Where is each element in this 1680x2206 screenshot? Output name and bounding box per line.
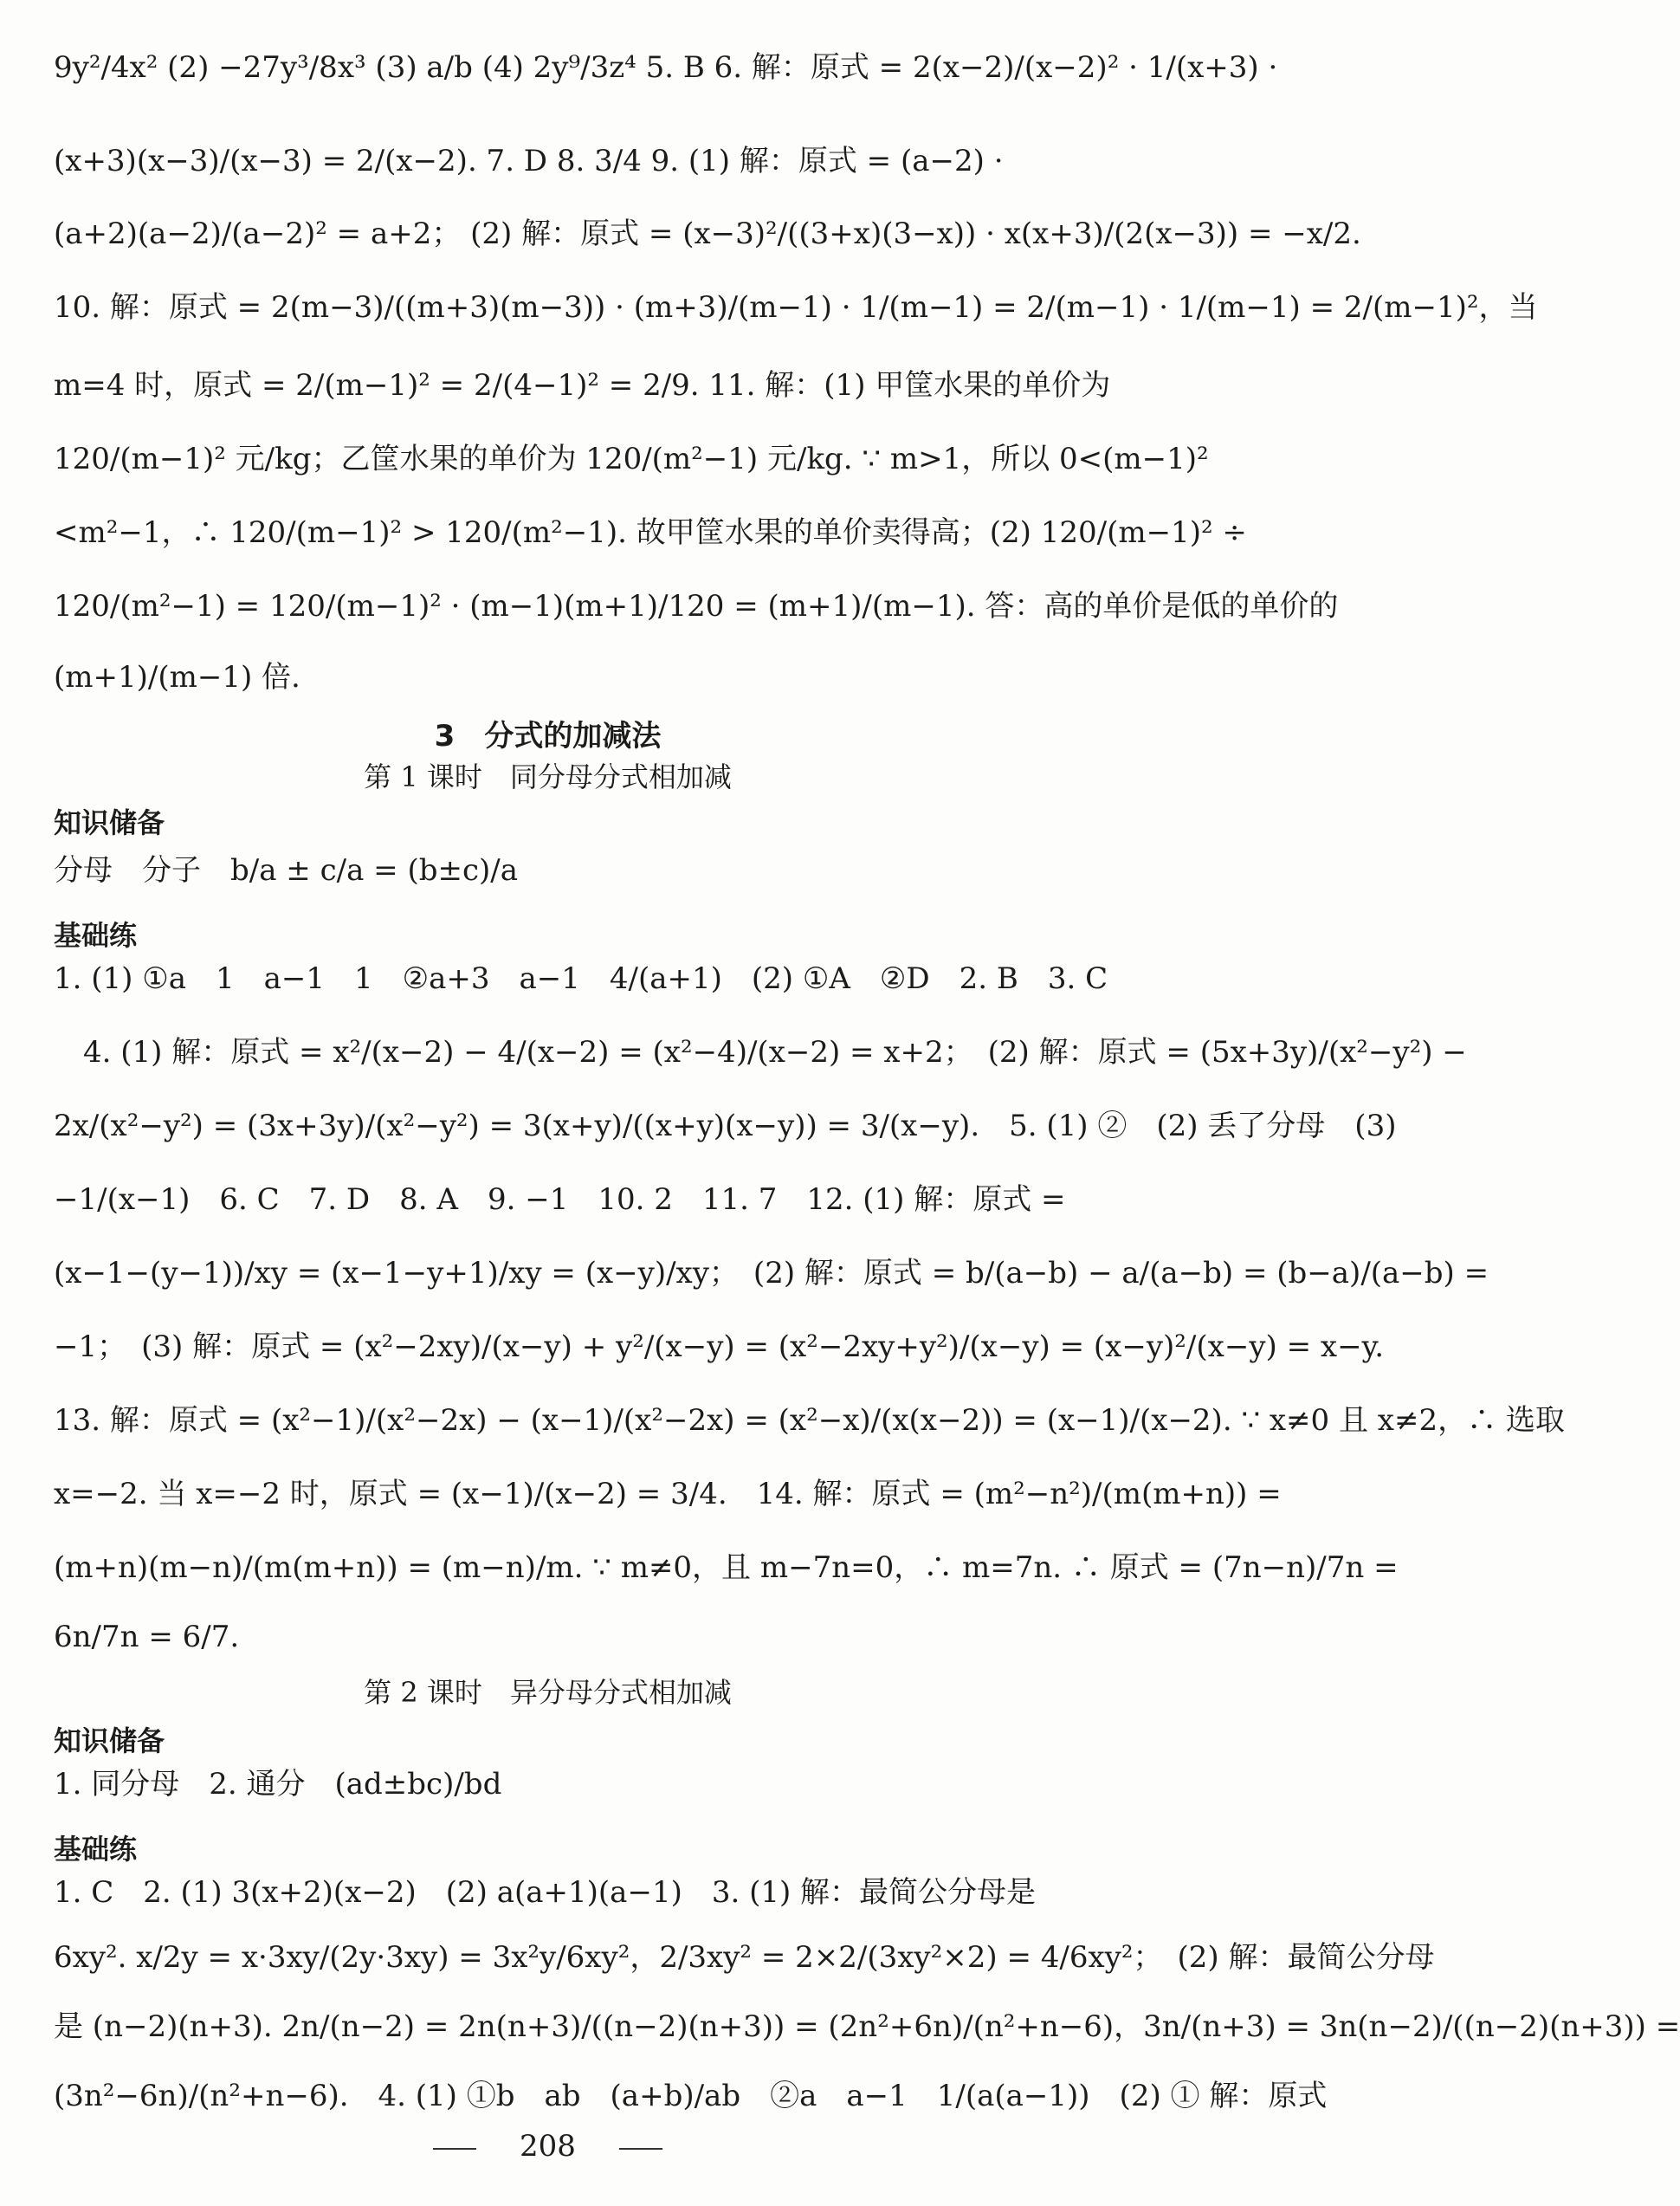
text-line: 120/(m−1)² 元/kg；乙筐水果的单价为 120/(m²−1) 元/kg. ∵ m>1，所以 0<(m−1)² [54,442,1209,476]
text-line: 是 (n−2)(n+3). 2n/(n−2) = 2n(n+3)/((n−2)(n+3)) = (2n²+6n)/(n²+n−6)，3n/(n+3) = 3n(n−2)/((n−2)(n+3)) = [54,2009,1680,2044]
lesson-title: 第 2 课时 异分母分式相加减 [364,1676,732,1709]
page-number: 208 [520,2129,576,2164]
text-line: 120/(m²−1) = 120/(m−1)² · (m−1)(m+1)/120 = (m+1)/(m−1). 答：高的单价是低的单价的 [54,589,1339,624]
text-line: (3n²−6n)/(n²+n−6). 4. (1) ①b ab (a+b)/ab ②a a−1 1/(a(a−1)) (2) ① 解：原式 [54,2079,1328,2113]
text-line: (m+1)/(m−1) 倍. [54,660,300,695]
text-line: (x+3)(x−3)/(x−3) = 2/(x−2). 7. D 8. 3/4 9. (1) 解：原式 = (a−2) · [54,144,1004,178]
text-line: −1/(x−1) 6. C 7. D 8. A 9. −1 10. 2 11. 7 12. (1) 解：原式 = [54,1182,1066,1217]
text-line: (m+n)(m−n)/(m(m+n)) = (m−n)/m. ∵ m≠0，且 m−7n=0，∴ m=7n. ∴ 原式 = (7n−n)/7n = [54,1550,1399,1585]
basic-heading: 基础练 [54,919,138,952]
text-line: m=4 时，原式 = 2/(m−1)² = 2/(4−1)² = 2/9. 11. 解：(1) 甲筐水果的单价为 [54,368,1111,403]
text-line: −1； (3) 解：原式 = (x²−2xy)/(x−y) + y²/(x−y) = (x²−2xy+y²)/(x−y) = (x−y)²/(x−y) = x−y. [54,1329,1385,1364]
text-line: 2x/(x²−y²) = (3x+3y)/(x²−y²) = 3(x+y)/((x+y)(x−y)) = 3/(x−y). 5. (1) ② (2) 丢了分母 (3) [54,1109,1397,1143]
section-title: 3 分式的加减法 [434,719,662,754]
knowledge-text: 1. 同分母 2. 通分 (ad±bc)/bd [54,1767,502,1802]
knowledge-text: 分母 分子 b/a ± c/a = (b±c)/a [54,853,519,888]
text-line: 10. 解：原式 = 2(m−3)/((m+3)(m−3)) · (m+3)/(m−1) · 1/(m−1) = 2/(m−1) · 1/(m−1) = 2/(m−1)²，当 [54,290,1538,325]
lesson-title: 第 1 课时 同分母分式相加减 [364,760,732,793]
text-line: 13. 解：原式 = (x²−1)/(x²−2x) − (x−1)/(x²−2x) = (x²−x)/(x(x−2)) = (x−1)/(x−2). ∵ x≠0 且 x≠2，∴ 选取 [54,1403,1565,1438]
text-line: 4. (1) 解：原式 = x²/(x−2) − 4/(x−2) = (x²−4)/(x−2) = x+2； (2) 解：原式 = (5x+3y)/(x²−y²) − [83,1035,1467,1070]
knowledge-heading: 知识储备 [54,1724,165,1757]
text-line: 9y²/4x² (2) −27y³/8x³ (3) a/b (4) 2y⁹/3z⁴ 5. B 6. 解：原式 = 2(x−2)/(x−2)² · 1/(x+3) · [54,50,1278,85]
text-line: 1. C 2. (1) 3(x+2)(x−2) (2) a(a+1)(a−1) 3. (1) 解：最简公分母是 [54,1875,1037,1910]
basic-heading: 基础练 [54,1833,138,1866]
text-line: <m²−1，∴ 120/(m−1)² > 120/(m²−1). 故甲筐水果的单价卖得高；(2) 120/(m−1)² ÷ [54,515,1247,550]
text-line: 1. (1) ①a 1 a−1 1 ②a+3 a−1 4/(a+1) (2) ①A ②D 2. B 3. C [54,961,1108,996]
text-line: 6n/7n = 6/7. [54,1620,240,1654]
text-line: 6xy². x/2y = x·3xy/(2y·3xy) = 3x²y/6xy²，2/3xy² = 2×2/(3xy²×2) = 4/6xy²； (2) 解：最简公分母 [54,1940,1435,1975]
knowledge-heading: 知识储备 [54,806,165,839]
text-line: (a+2)(a−2)/(a−2)² = a+2； (2) 解：原式 = (x−3)²/((3+x)(3−x)) · x(x+3)/(2(x−3)) = −x/2. [54,217,1361,251]
text-line: x=−2. 当 x=−2 时，原式 = (x−1)/(x−2) = 3/4. 14. 解：原式 = (m²−n²)/(m(m+n)) = [54,1477,1282,1511]
text-line: (x−1−(y−1))/xy = (x−1−y+1)/xy = (x−y)/xy； (2) 解：原式 = b/(a−b) − a/(a−b) = (b−a)/(a−b) = [54,1256,1489,1291]
